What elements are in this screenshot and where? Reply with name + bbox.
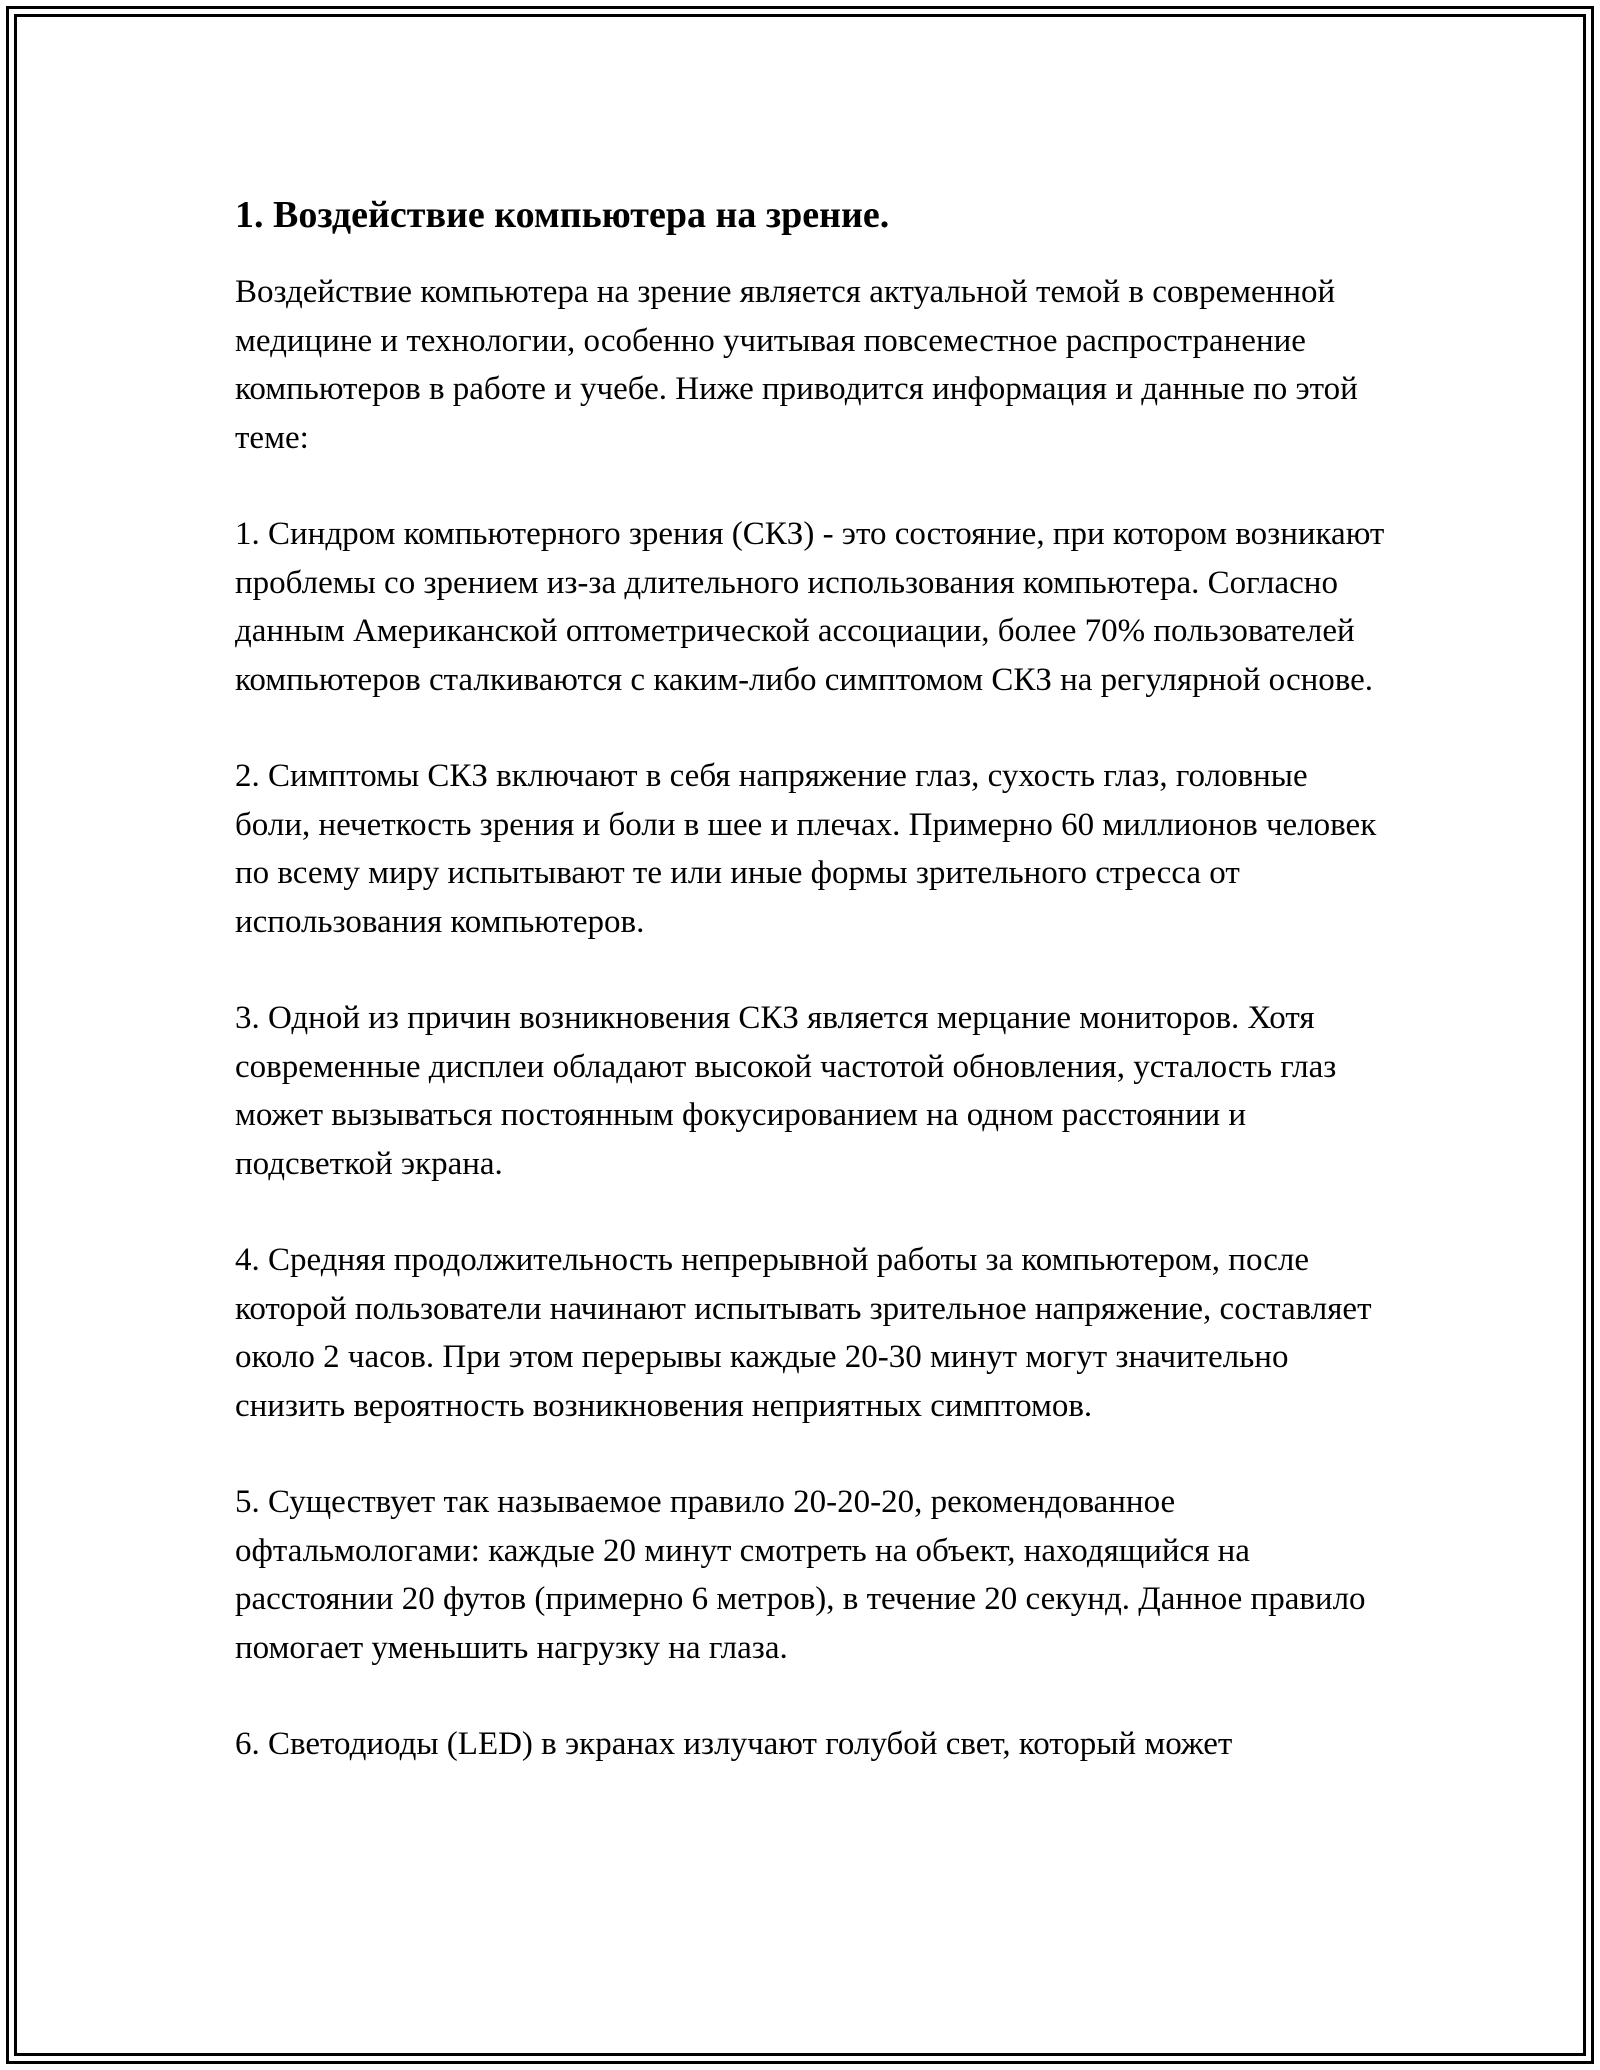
paragraph-item-5: 5. Существует так называемое правило 20-20-20, рекомендованное офтальмологами: каждые 20 минут смотреть на объект, находящийся на расстоянии 20 футов (примерно 6 метров), в течение 20 секунд. Данное правило помогает уменьшить нагрузку на глаза. (235, 1484, 1366, 1666)
paragraph-item-2: 2. Симптомы СКЗ включают в себя напряжение глаз, сухость глаз, головные боли, нечеткость зрения и боли в шее и плечах. Примерно 60 миллионов человек по всему миру испытывают те или иные формы зрительного стресса от использования компьютеров. (235, 758, 1377, 940)
paragraph-item-6: 6. Светодиоды (LED) в экранах излучают голубой свет, который может (235, 1726, 1233, 1762)
paragraph-intro: Воздействие компьютера на зрение является актуальной темой в современной медицине и технологии, особенно учитывая повсеместное распространение компьютеров в работе и учебе. Ниже приводится информация и данные по этой теме: (235, 274, 1358, 456)
paragraph-item-1: 1. Синдром компьютерного зрения (СКЗ) - это состояние, при котором возникают проблемы со зрением из-за длительного использования компьютера. Согласно данным Американской оптометрической ассоциации, более 70% пользователей компьютеров сталкиваются с каким-либо симптомом СКЗ на регулярной основе. (235, 516, 1385, 698)
paragraph-item-4: 4. Средняя продолжительность непрерывной работы за компьютером, после которой пользователи начинают испытывать зрительное напряжение, составляет около 2 часов. При этом перерывы каждые 20-30 минут могут значительно снизить вероятность возникновения неприятных симптомов. (235, 1242, 1372, 1424)
document-body (235, 188, 1385, 1769)
paragraph-item-3: 3. Одной из причин возникновения СКЗ является мерцание мониторов. Хотя современные дисплеи обладают высокой частотой обновления, усталость глаз может вызываться постоянным фокусированием на одном расстоянии и подсветкой экрана. (235, 1000, 1337, 1182)
section-heading: 1. Воздействие компьютера на зрение. (235, 194, 890, 236)
